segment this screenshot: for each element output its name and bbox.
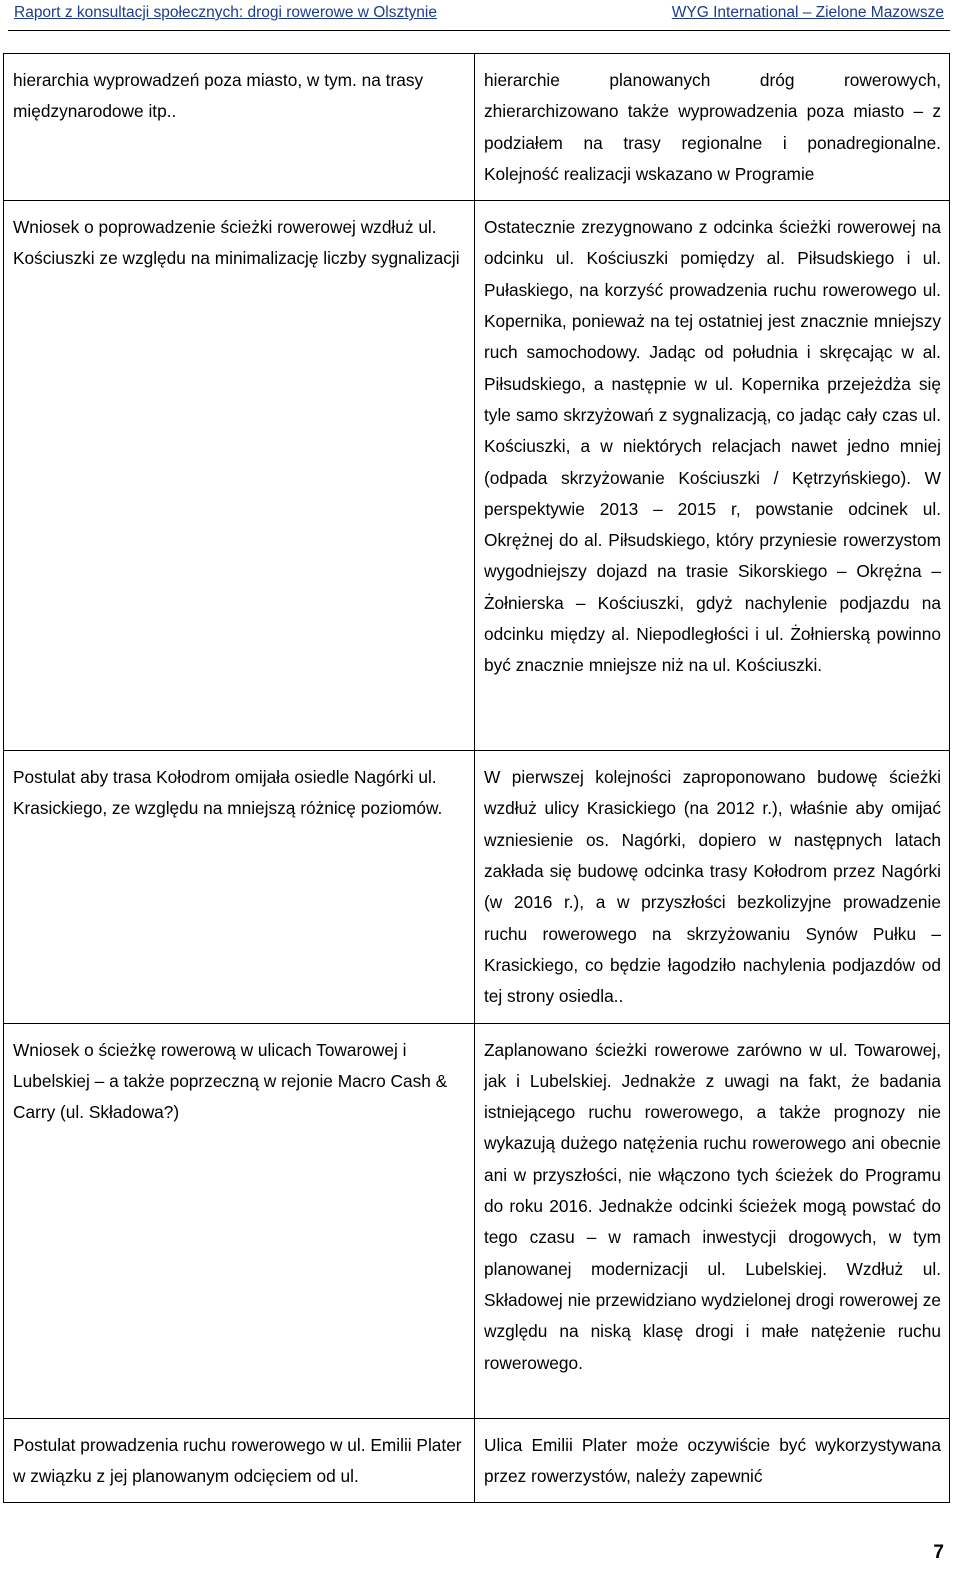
page-number: 7 (933, 1542, 944, 1563)
response-cell: Zaplanowano ścieżki rowerowe zarówno w ul. Towarowej, jak i Lubelskiej. Jednakże z uwagi na fakt, że badania istniejącego ruchu rowerowego, a także prognozy nie wykazują dużego natężenia ruchu rowerowego ani obecnie ani w przyszłości, nie włączono tych ścieżek do Programu do roku 2016. Jednakże odcinki ścieżek mogą powstać do tego czasu – w ramach inwestycji drogowych, w tym planowanej modernizacji ul. Lubelskiej. Wzdłuż ul. Składowej nie przewidziano wydzielonej drogi rowerowej ze względu na niską klasę drogi i małe natężenie ruchu rowerowego. (475, 1023, 950, 1418)
request-cell: Postulat prowadzenia ruchu rowerowego w ul. Emilii Plater w związku z jej planowanym odcięciem od ul. (4, 1418, 475, 1503)
request-cell: Wniosek o ścieżkę rowerową w ulicach Towarowej i Lubelskiej – a także poprzeczną w rejonie Macro Cash & Carry (ul. Składowa?) (4, 1023, 475, 1418)
request-cell: Postulat aby trasa Kołodrom omijała osiedle Nagórki ul. Krasickiego, ze względu na mniejszą różnicę poziomów. (4, 751, 475, 1023)
table-row (4, 1023, 950, 1418)
table-row (4, 201, 950, 751)
request-cell: Wniosek o poprowadzenie ścieżki rowerowej wzdłuż ul. Kościuszki ze względu na minimalizację liczby sygnalizacji (4, 201, 475, 751)
page-header (8, 0, 950, 31)
header-report-title[interactable]: Raport z konsultacji społecznych: drogi rowerowe w Olsztynie (14, 4, 437, 21)
table-row (4, 1418, 950, 1503)
table-row (4, 54, 950, 201)
table-row (4, 751, 950, 1023)
request-cell: hierarchia wyprowadzeń poza miasto, w tym. na trasy międzynarodowe itp.. (4, 54, 475, 201)
header-company[interactable]: WYG International – Zielone Mazowsze (671, 4, 944, 21)
response-cell: Ostatecznie zrezygnowano z odcinka ścieżki rowerowej na odcinku ul. Kościuszki pomiędzy al. Piłsudskiego i ul. Pułaskiego, na korzyść prowadzenia ruchu rowerowego ul. Kopernika, ponieważ na tej ostatniej jest znacznie mniejszy ruch samochodowy. Jadąc od południa i skręcając w al. Piłsudskiego, a następnie w ul. Kopernika przejeżdża się tyle samo skrzyżowań z sygnalizacją, co jadąc cały czas ul. Kościuszki, a w niektórych relacjach nawet jedno mniej (odpada skrzyżowanie Kościuszki / Kętrzyńskiego). W perspektywie 2013 – 2015 r, powstanie odcinek ul. Okrężnej do al. Piłsudskiego, który przyniesie rowerzystom wygodniejszy dojazd na trasie Sikorskiego – Okrężna – Żołnierska – Kościuszki, gdyż nachylenie podjazdu na odcinku między al. Niepodległości i ul. Żołnierską powinno być znacznie mniejsze niż na ul. Kościuszki. (475, 201, 950, 751)
response-cell: Ulica Emilii Plater może oczywiście być wykorzystywana przez rowerzystów, należy zapewnić (475, 1418, 950, 1503)
response-cell: hierarchie planowanych dróg rowerowych, zhierarchizowano także wyprowadzenia poza miasto – z podziałem na trasy regionalne i ponadregionalne. Kolejność realizacji wskazano w Programie (475, 54, 950, 201)
response-cell: W pierwszej kolejności zaproponowano budowę ścieżki wzdłuż ulicy Krasickiego (na 2012 r.), właśnie aby omijać wzniesienie os. Nagórki, dopiero w następnych latach zakłada się budowę odcinka trasy Kołodrom przez Nagórki (w 2016 r.), a w przyszłości bezkolizyjne prowadzenie ruchu rowerowego na skrzyżowaniu Synów Pułku – Krasickiego, co będzie łagodziło nachylenia podjazdów od tej strony osiedla.. (475, 751, 950, 1023)
consultation-table (3, 53, 950, 1503)
